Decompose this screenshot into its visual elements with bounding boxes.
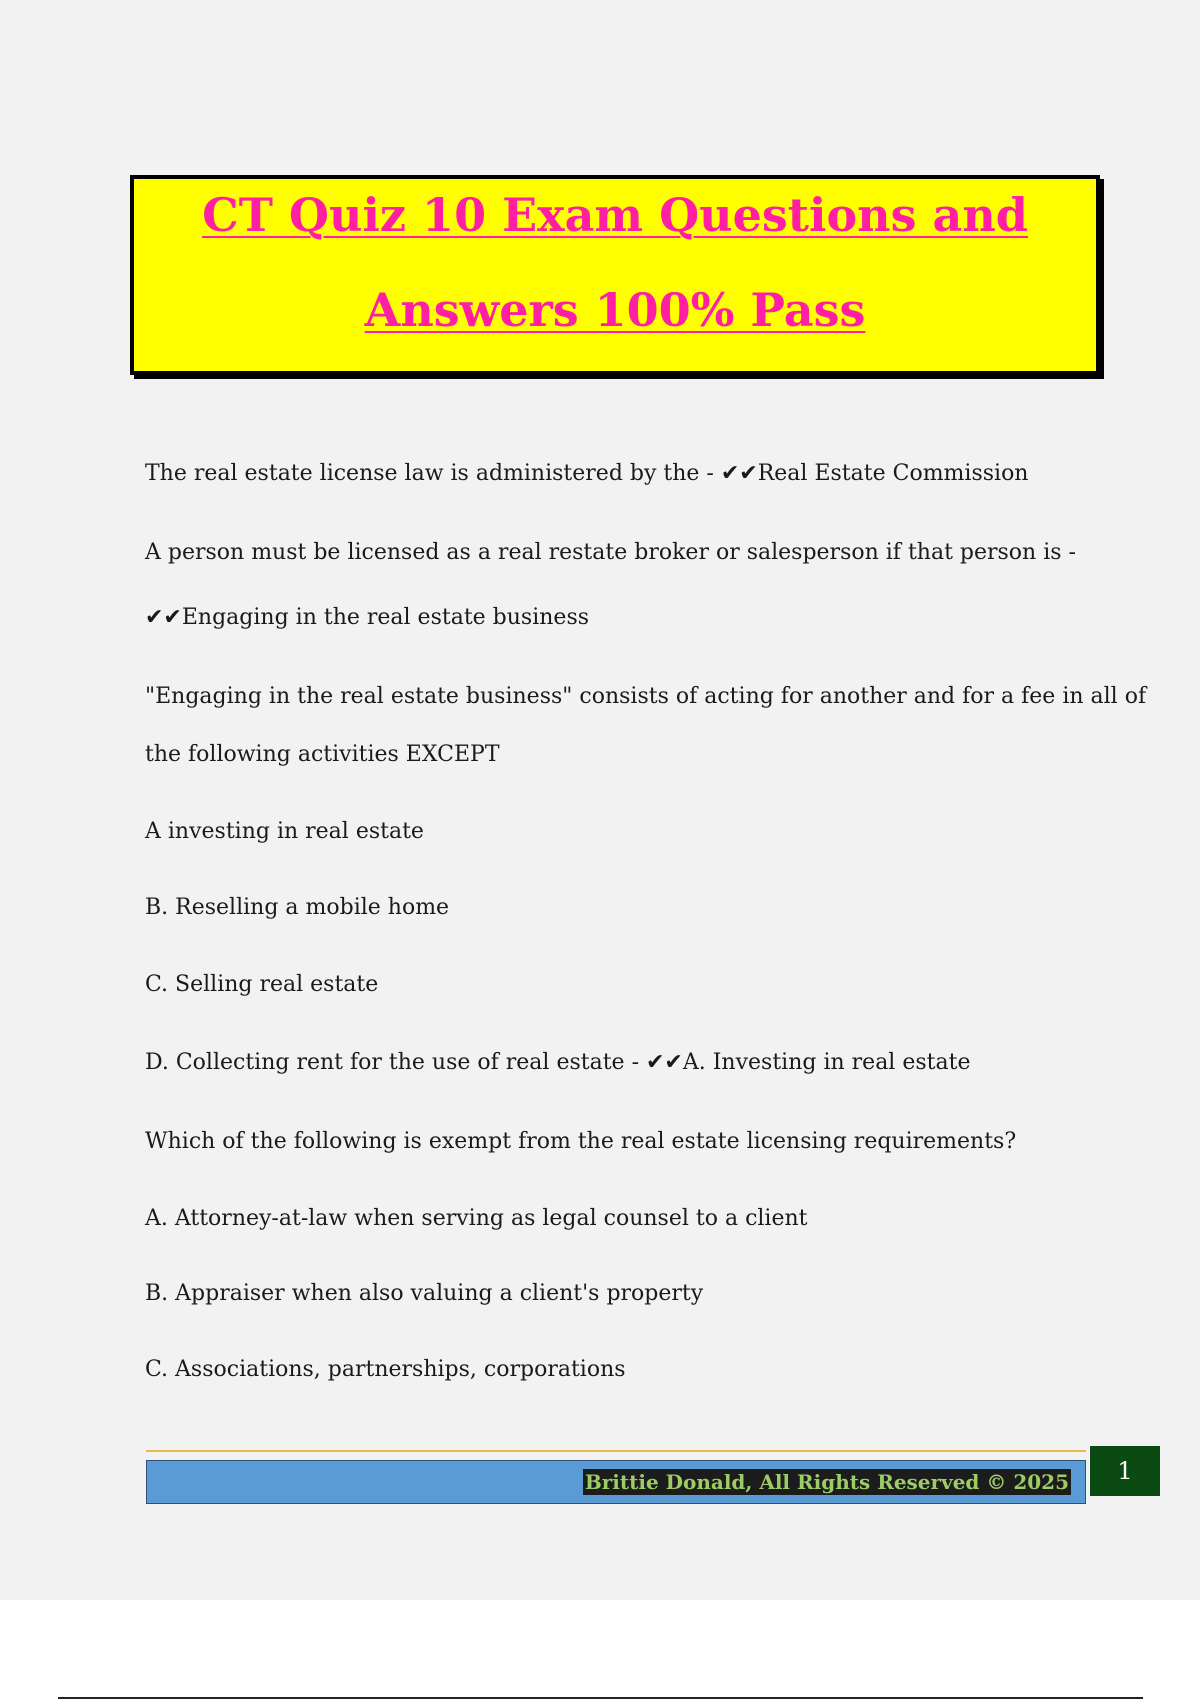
question-3-option-c: C. Selling real estate <box>145 972 379 997</box>
footer-bar <box>146 1460 1086 1504</box>
question-4-option-a: A. Attorney-at-law when serving as legal counsel to a client <box>145 1206 808 1231</box>
bottom-divider <box>58 1697 1143 1699</box>
question-3-text-line-1: "Engaging in the real estate business" consists of acting for another and for a fee in all of <box>145 684 1147 709</box>
question-2-text: A person must be licensed as a real restate broker or salesperson if that person is - <box>145 540 1076 565</box>
question-4-option-c: C. Associations, partnerships, corporations <box>145 1357 626 1382</box>
question-3-text-line-2: the following activities EXCEPT <box>145 742 500 767</box>
footer-copyright: Brittie Donald, All Rights Reserved © 2025 <box>584 1470 1069 1494</box>
footer-divider <box>146 1450 1086 1452</box>
question-4-option-b: B. Appraiser when also valuing a client's property <box>145 1281 704 1306</box>
title-box <box>130 175 1100 375</box>
question-4-text: Which of the following is exempt from the real estate licensing requirements? <box>145 1129 1017 1154</box>
answer-2-text: ✔✔Engaging in the real estate business <box>145 605 590 630</box>
title-line-2: Answers 100% Pass <box>364 283 866 337</box>
question-3-option-d-answer: D. Collecting rent for the use of real estate - ✔✔A. Investing in real estate <box>145 1050 971 1075</box>
question-3-option-b: B. Reselling a mobile home <box>145 895 450 920</box>
question-1-text: The real estate license law is administered by the - ✔✔Real Estate Commission <box>145 461 1029 486</box>
title-line-1: CT Quiz 10 Exam Questions and <box>202 188 1028 242</box>
question-3-option-a: A investing in real estate <box>145 819 424 844</box>
page-number: 1 <box>1090 1446 1160 1496</box>
